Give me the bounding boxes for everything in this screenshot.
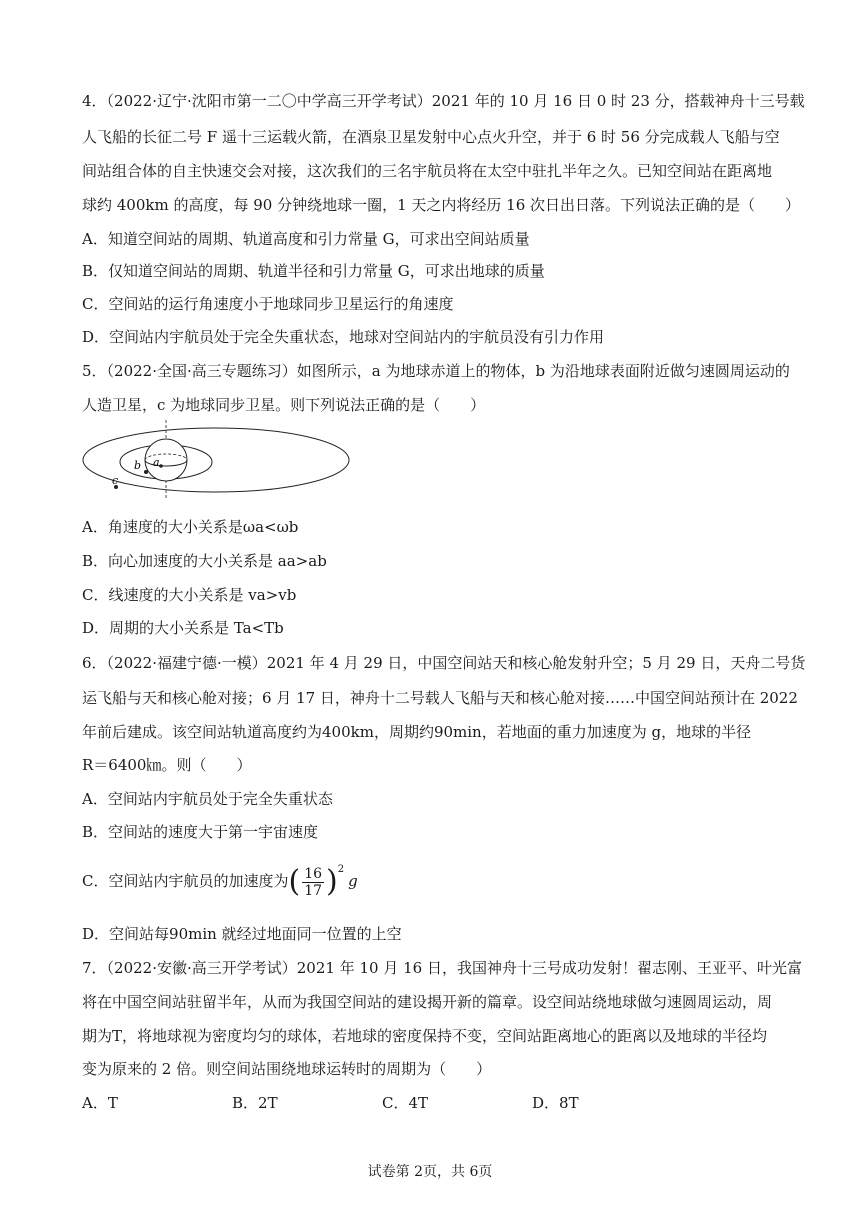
q7-stem-line-4: 变为原来的 2 倍。则空间站围绕地球运转时的周期为（ ） [82, 1060, 492, 1078]
q6-option-d: D．空间站每90min 就经过地面同一位置的上空 [82, 925, 402, 943]
q5-option-b: B．向心加速度的大小关系是 aa>ab [82, 552, 327, 570]
q6-stem-line-4: R＝6400㎞。则（ ） [82, 756, 252, 774]
paren-left: ( [288, 864, 301, 899]
fraction-numerator: 16 [304, 865, 323, 882]
q4-stem-line-3: 间站组合体的自主快速交会对接，这次我们的三名宇航员将在太空中驻扎半年之久。已知空间站在距离地 [82, 162, 773, 180]
q4-option-b: B．仅知道空间站的周期、轨道半径和引力常量 G，可求出地球的质量 [82, 262, 545, 280]
fraction [302, 866, 324, 899]
q7-option-b: B．2T [232, 1094, 278, 1112]
point-b [144, 470, 148, 474]
exponent: 2 [337, 864, 345, 875]
q6-option-c [82, 864, 358, 901]
q6-stem-line-2: 运飞船与天和核心舱对接；6 月 17 日，神舟十二号载人飞船与天和核心舱对接……中国空间站预计在 2022 [82, 689, 798, 707]
q6-stem-line-1: 6．（2022·福建宁德·一模）2021 年 4 月 29 日，中国空间站天和核心舱发射升空；5 月 29 日，天舟二号货 [82, 654, 806, 672]
q4-option-d: D．空间站内宇航员处于完全失重状态，地球对空间站内的宇航员没有引力作用 [82, 328, 605, 346]
q6-stem-line-3: 年前后建成。该空间站轨道高度约为400km，周期约90min，若地面的重力加速度为 g，地球的半径 [82, 723, 752, 741]
paren-right: ) [326, 864, 338, 899]
q5-option-c: C．线速度的大小关系是 va>vb [82, 586, 297, 604]
label-c: c [112, 474, 119, 487]
orbit-diagram [78, 418, 350, 500]
q4-stem-line-4: 球约 400km 的高度，每 90 分钟绕地球一圈，1 天之内将经历 16 次日出日落。下列说法正确的是（ ） [82, 196, 801, 214]
q4-stem-line-2: 人飞船的长征二号 F 遥十三运载火箭，在酒泉卫星发射中心点火升空，并于 6 时 56 分完成载人飞船与空 [82, 128, 780, 146]
q5-option-a: A．角速度的大小关系是ωa<ωb [82, 518, 299, 536]
q5-option-d: D．周期的大小关系是 Ta<Tb [82, 619, 284, 637]
orbit-c [83, 428, 349, 492]
q7-stem-line-1: 7．（2022·安徽·高三开学考试）2021 年 10 月 16 日，我国神舟十三号成功发射！翟志刚、王亚平、叶光富 [82, 959, 802, 977]
q5-stem-line-1: 5．（2022·全国·高三专题练习）如图所示，a 为地球赤道上的物体，b 为沿地球表面附近做匀速圆周运动的 [82, 362, 790, 380]
q7-option-d: D．8T [532, 1094, 579, 1112]
q7-option-c: C．4T [382, 1094, 429, 1112]
q7-stem-line-2: 将在中国空间站驻留半年，从而为我国空间站的建设揭开新的篇章。设空间站绕地球做匀速圆周运动，周 [82, 993, 773, 1011]
label-b: b [134, 459, 142, 472]
q7-option-a: A．T [82, 1094, 118, 1112]
page-footer: 试卷第 2页，共 6页 [367, 1164, 493, 1180]
q4-option-a: A．知道空间站的周期、轨道高度和引力常量 G，可求出空间站质量 [82, 230, 530, 248]
q7-stem-line-3: 期为T，将地球视为密度均匀的球体，若地球的密度保持不变，空间站距离地心的距离以及地球的半径均 [82, 1027, 768, 1045]
q4-option-c: C．空间站的运行角速度小于地球同步卫星运行的角速度 [82, 295, 454, 313]
point-a [159, 464, 163, 468]
q6-option-b: B．空间站的速度大于第一宇宙速度 [82, 823, 319, 841]
gravity-symbol: g [348, 872, 358, 890]
earth-sphere [145, 439, 187, 481]
q4-stem-line-1: 4．（2022·辽宁·沈阳市第一二〇中学高三开学考试）2021 年的 10 月 16 日 0 时 23 分，搭载神舟十三号载 [82, 92, 805, 110]
q6-option-c-text: C．空间站内宇航员的加速度为 [82, 872, 289, 890]
q5-stem-line-2: 人造卫星，c 为地球同步卫星。则下列说法正确的是（ ） [82, 396, 486, 414]
q6-option-a: A．空间站内宇航员处于完全失重状态 [82, 790, 333, 808]
fraction-denominator: 17 [304, 882, 323, 899]
label-a: a [153, 456, 160, 469]
